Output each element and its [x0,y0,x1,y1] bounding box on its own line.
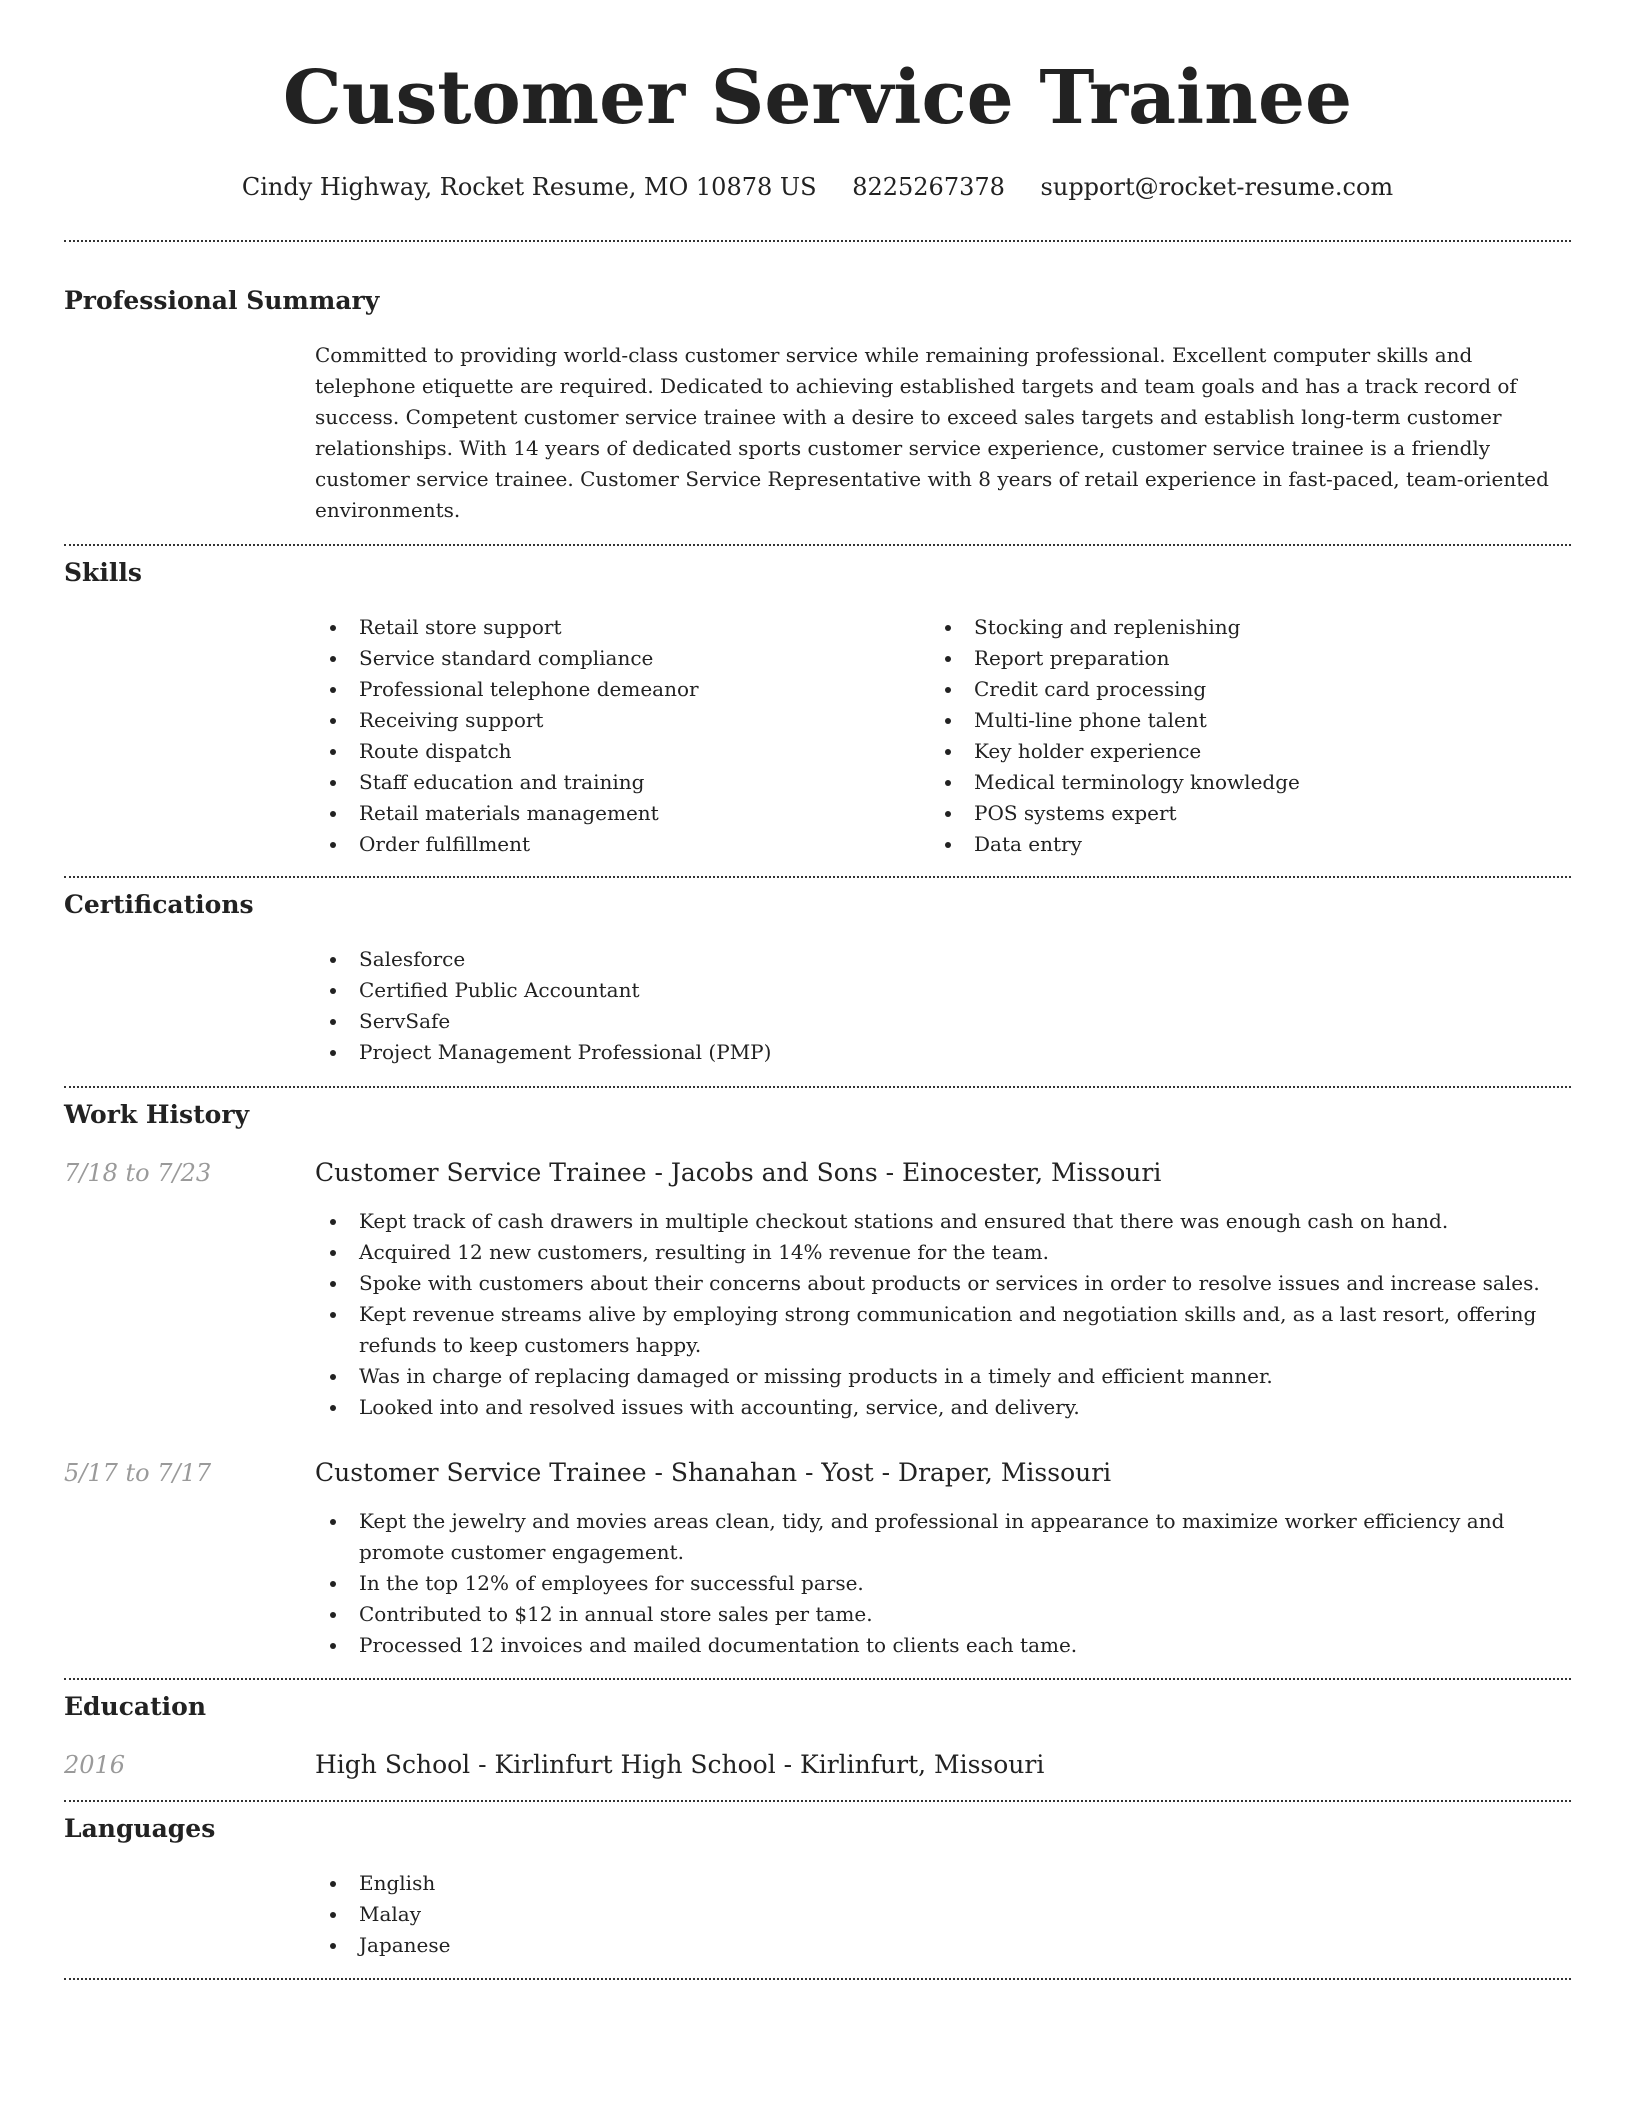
skill-item: Service standard compliance [315,643,915,674]
section-divider [64,1978,1571,1980]
job-bullet: Acquired 12 new customers, resulting in 14% revenue for the team. [315,1237,1565,1268]
job-bullet: Kept revenue streams alive by employing strong communication and negotiation skills and, as a last resort, offering refunds to keep customers happy. [315,1299,1565,1361]
job-bullet: Contributed to $12 in annual store sales per tame. [315,1599,1565,1630]
certification-item: Certified Public Accountant [315,975,1565,1006]
skill-item: Multi-line phone talent [930,705,1550,736]
job-heading: Customer Service Trainee - Jacobs and Sons - Einocester, Missouri [315,1158,1162,1187]
skills-heading: Skills [64,558,142,587]
skill-item: Medical terminology knowledge [930,767,1550,798]
skill-item: POS systems expert [930,798,1550,829]
section-divider [64,1800,1571,1802]
section-divider [64,544,1571,546]
summary-text: Committed to providing world-class customer service while remaining professional. Excellent computer skills and telephone etiquette are required. Dedicated to achieving established targets and team goals and has a track record of success. Competent customer service trainee with a desire to exceed sales targets and establish long-term customer relationships. With 14 years of dedicated sports customer service experience, customer service trainee is a friendly customer service trainee. Customer Service Representative with 8 years of retail experience in fast-paced, team-oriented environments. [315,343,1549,522]
skills-list-right [930,612,1550,860]
skill-item: Report preparation [930,643,1550,674]
skill-item: Receiving support [315,705,915,736]
education-heading: Education [64,1692,207,1721]
language-item: English [315,1868,1565,1899]
skill-item: Credit card processing [930,674,1550,705]
skills-list-left [315,612,915,860]
job-bullet: Spoke with customers about their concerns about products or services in order to resolve issues and increase sales. [315,1268,1565,1299]
job-bullets [315,1506,1565,1661]
summary-heading: Professional Summary [64,286,380,315]
skill-item: Retail store support [315,612,915,643]
resume-page [64,0,1571,2112]
section-divider [64,876,1571,878]
languages-list [315,1868,1565,1961]
certification-item: ServSafe [315,1006,1565,1037]
skill-item: Key holder experience [930,736,1550,767]
job-bullet: Was in charge of replacing damaged or missing products in a timely and efficient manner. [315,1361,1565,1392]
certifications-list [315,944,1565,1068]
skill-item: Professional telephone demeanor [315,674,915,705]
skill-item: Data entry [930,829,1550,860]
job-heading: Customer Service Trainee - Shanahan - Yost - Draper, Missouri [315,1458,1112,1487]
job-bullet: Kept track of cash drawers in multiple checkout stations and ensured that there was enough cash on hand. [315,1206,1565,1237]
certifications-heading: Certifications [64,890,254,919]
language-item: Japanese [315,1930,1565,1961]
job-bullets [315,1206,1565,1423]
certification-item: Salesforce [315,944,1565,975]
job-dates: 5/17 to 7/17 [64,1459,212,1487]
education-year: 2016 [64,1751,126,1779]
skill-item: Stocking and replenishing [930,612,1550,643]
section-divider [64,1678,1571,1680]
section-divider [64,1086,1571,1088]
contact-phone: 8225267378 [852,173,1005,201]
languages-heading: Languages [64,1814,216,1843]
skill-item: Staff education and training [315,767,915,798]
job-dates: 7/18 to 7/23 [64,1159,212,1187]
contact-address: Cindy Highway, Rocket Resume, MO 10878 US [241,173,817,201]
certification-item: Project Management Professional (PMP) [315,1037,1565,1068]
job-bullet: Kept the jewelry and movies areas clean, tidy, and professional in appearance to maximize worker efficiency and promote customer engagement. [315,1506,1565,1568]
skill-item: Retail materials management [315,798,915,829]
skill-item: Order fulfillment [315,829,915,860]
resume-name: Customer Service Trainee [282,55,1353,141]
section-divider [64,240,1571,242]
job-bullet: Looked into and resolved issues with accounting, service, and delivery. [315,1392,1565,1423]
work-history-heading: Work History [64,1100,250,1129]
language-item: Malay [315,1899,1565,1930]
contact-line [64,170,1571,204]
education-heading-line: High School - Kirlinfurt High School - Kirlinfurt, Missouri [315,1750,1045,1779]
job-bullet: In the top 12% of employees for successful parse. [315,1568,1565,1599]
job-bullet: Processed 12 invoices and mailed documentation to clients each tame. [315,1630,1565,1661]
contact-email: support@rocket-resume.com [1040,173,1394,201]
skill-item: Route dispatch [315,736,915,767]
